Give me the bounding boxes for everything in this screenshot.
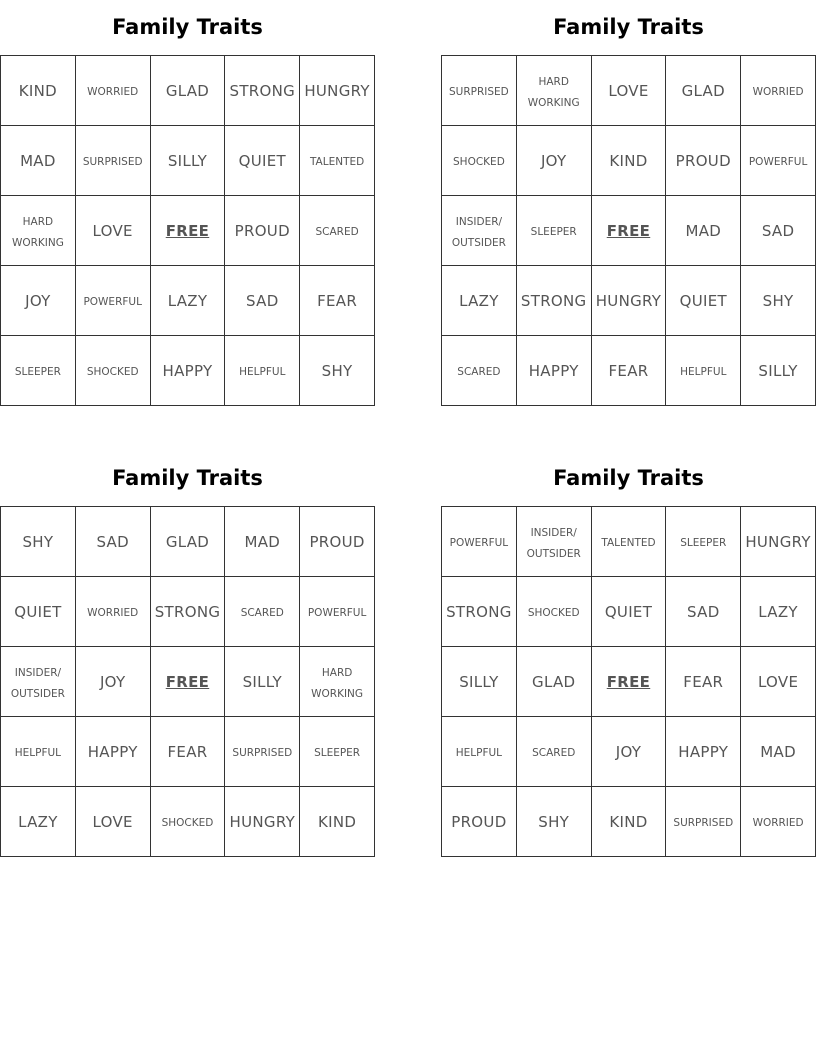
cell-word: SHY [22, 533, 54, 551]
bingo-cell [150, 507, 225, 577]
cell-word: SHOCKED [161, 817, 214, 830]
bingo-cell [75, 56, 150, 126]
bingo-cell [75, 196, 150, 266]
card-title: Family Traits [553, 466, 704, 490]
bingo-card-2 [441, 0, 816, 406]
cell-word: KIND [317, 813, 357, 831]
cell-word: STRONG [154, 603, 221, 621]
cell-word: LOVE [608, 82, 649, 100]
grid-row [1, 717, 375, 787]
cell-word: FEAR [317, 292, 358, 310]
bingo-cell [150, 717, 225, 787]
cell-word: HUNGRY [595, 292, 662, 310]
bingo-cell [516, 266, 591, 336]
bingo-cell [516, 577, 591, 647]
cell-word: SURPRISED [232, 747, 293, 760]
bingo-cell [442, 577, 517, 647]
bingo-cell [225, 336, 300, 406]
bingo-cell [666, 787, 741, 857]
cell-word: POWERFUL [83, 296, 142, 309]
bingo-cell [225, 507, 300, 577]
bingo-cell [516, 787, 591, 857]
bingo-cell [300, 647, 375, 717]
bingo-cell [300, 266, 375, 336]
grid-row [1, 266, 375, 336]
bingo-cell [666, 126, 741, 196]
cell-word: INSIDER/ OUTSIDER [451, 216, 506, 249]
cell-word: HUNGRY [745, 533, 811, 551]
grid-row [442, 266, 816, 336]
cell-word: PROUD [451, 813, 507, 831]
cell-word: HAPPY [678, 743, 729, 761]
cell-word: HAPPY [87, 743, 138, 761]
cell-word: SHY [762, 292, 794, 310]
bingo-cell [1, 507, 76, 577]
grid-row [1, 126, 375, 196]
cell-word: GLAD [165, 82, 210, 100]
bingo-cell [75, 647, 150, 717]
cell-word: GLAD [681, 82, 725, 100]
cell-word: SURPRISED [673, 817, 734, 830]
bingo-cell [150, 126, 225, 196]
bingo-cell [666, 647, 741, 717]
cell-word: SHOCKED [527, 607, 580, 620]
cell-word: SHY [538, 813, 570, 831]
cell-word: SILLY [242, 673, 282, 691]
cell-word: SLEEPER [14, 366, 61, 379]
free-space-label: FREE [606, 222, 651, 240]
bingo-cell [666, 507, 741, 577]
bingo-cell [516, 126, 591, 196]
cell-word: SCARED [457, 366, 501, 379]
cell-word: STRONG [446, 603, 512, 621]
cell-word: MAD [20, 152, 56, 170]
bingo-cell [442, 787, 517, 857]
cell-word: WORRIED [87, 86, 139, 99]
cell-word: SCARED [240, 607, 284, 620]
cell-word: PROUD [234, 222, 290, 240]
bingo-cell [516, 647, 591, 717]
bingo-cell [300, 336, 375, 406]
bingo-cell [75, 336, 150, 406]
bingo-cell [1, 717, 76, 787]
bingo-cell [1, 196, 76, 266]
bingo-cell [516, 196, 591, 266]
cell-word: HAPPY [162, 362, 213, 380]
cell-word: MAD [760, 743, 796, 761]
free-space-cell [150, 647, 225, 717]
cell-word: SLEEPER [314, 747, 361, 760]
bingo-cell [75, 787, 150, 857]
bingo-cell [516, 717, 591, 787]
bingo-grid [441, 506, 816, 857]
cell-word: LOVE [757, 673, 799, 691]
cell-word: SURPRISED [449, 86, 509, 99]
cell-word: STRONG [229, 82, 296, 100]
bingo-cell [1, 647, 76, 717]
bingo-cell [75, 577, 150, 647]
bingo-cell [741, 507, 816, 577]
bingo-cell [75, 507, 150, 577]
cell-word: WORRIED [752, 86, 804, 99]
bingo-cell [300, 787, 375, 857]
cell-word: FEAR [683, 673, 724, 691]
bingo-cell [150, 577, 225, 647]
bingo-cell [591, 336, 666, 406]
bingo-cell [741, 196, 816, 266]
cell-word: INSIDER/ OUTSIDER [10, 667, 65, 700]
cell-word: SHOCKED [86, 366, 139, 379]
bingo-cell [741, 336, 816, 406]
bingo-card-4 [441, 451, 816, 857]
bingo-cell [1, 787, 76, 857]
bingo-cell [591, 577, 666, 647]
bingo-cell [1, 266, 76, 336]
bingo-cell [225, 577, 300, 647]
bingo-cell [225, 196, 300, 266]
cell-word: KIND [18, 82, 58, 100]
bingo-cell [225, 126, 300, 196]
cell-word: FEAR [608, 362, 649, 380]
free-space-cell [150, 196, 225, 266]
cell-word: POWERFUL [748, 156, 808, 169]
cell-word: GLAD [165, 533, 210, 551]
bingo-cell [516, 507, 591, 577]
cell-word: LAZY [459, 292, 499, 310]
bingo-grid [0, 55, 375, 406]
free-space-label: FREE [165, 673, 210, 691]
card-title: Family Traits [553, 15, 704, 39]
free-space-label: FREE [606, 673, 651, 691]
cell-word: SAD [761, 222, 795, 240]
cell-word: KIND [609, 813, 648, 831]
bingo-cell [442, 336, 517, 406]
cell-word: WORRIED [752, 817, 804, 830]
cell-word: TALENTED [601, 537, 656, 550]
cell-word: GLAD [532, 673, 576, 691]
bingo-cell [666, 577, 741, 647]
grid-row [442, 717, 816, 787]
bingo-cell [741, 577, 816, 647]
cell-word: TALENTED [309, 156, 365, 169]
grid-row [1, 577, 375, 647]
grid-row [1, 336, 375, 406]
grid-row [442, 336, 816, 406]
bingo-cell [300, 577, 375, 647]
bingo-cell [516, 336, 591, 406]
cell-word: LAZY [18, 813, 58, 831]
cell-word: HELPFUL [14, 747, 62, 760]
free-space-label: FREE [165, 222, 210, 240]
cell-word: LAZY [167, 292, 208, 310]
cell-word: JOY [25, 292, 51, 310]
grid-row [442, 126, 816, 196]
bingo-cell [225, 56, 300, 126]
bingo-cell [666, 56, 741, 126]
bingo-cell [666, 196, 741, 266]
bingo-card-1 [0, 0, 375, 406]
bingo-cell [150, 787, 225, 857]
bingo-cell [1, 126, 76, 196]
bingo-cell [1, 56, 76, 126]
cell-word: SURPRISED [82, 156, 143, 169]
bingo-cell [300, 717, 375, 787]
cell-word: QUIET [604, 603, 653, 621]
bingo-cell [442, 196, 517, 266]
cell-word: LOVE [92, 222, 133, 240]
cell-word: QUIET [14, 603, 62, 621]
bingo-cell [741, 647, 816, 717]
bingo-cell [591, 266, 666, 336]
bingo-cell [150, 266, 225, 336]
bingo-cell [591, 717, 666, 787]
grid-row [1, 787, 375, 857]
cell-word: HELPFUL [680, 366, 727, 379]
cell-word: MAD [244, 533, 281, 551]
cell-word: HARD WORKING [11, 216, 64, 249]
cell-word: STRONG [520, 292, 587, 310]
bingo-cell [442, 266, 517, 336]
cell-word: HUNGRY [229, 813, 296, 831]
bingo-grid [441, 55, 816, 406]
bingo-cell [741, 266, 816, 336]
bingo-grid [0, 506, 375, 857]
cell-word: WORRIED [87, 607, 139, 620]
bingo-cell [591, 56, 666, 126]
cell-word: HUNGRY [304, 82, 370, 100]
grid-row [442, 787, 816, 857]
bingo-cell [442, 507, 517, 577]
cell-word: POWERFUL [449, 537, 509, 550]
cell-word: SILLY [167, 152, 208, 170]
bingo-cell [741, 126, 816, 196]
bingo-cell [225, 717, 300, 787]
cell-word: PROUD [675, 152, 731, 170]
cell-word: QUIET [679, 292, 727, 310]
grid-row [442, 56, 816, 126]
cell-word: SLEEPER [530, 226, 577, 239]
card-title: Family Traits [112, 466, 263, 490]
free-space-cell [591, 647, 666, 717]
cell-word: JOY [615, 743, 642, 761]
cell-word: SAD [96, 533, 129, 551]
bingo-cell [1, 336, 76, 406]
cell-word: MAD [685, 222, 722, 240]
bingo-cell [442, 126, 517, 196]
bingo-cell [75, 126, 150, 196]
cell-word: SCARED [532, 747, 576, 760]
cell-word: FEAR [167, 743, 208, 761]
bingo-cell [741, 787, 816, 857]
bingo-cell [666, 336, 741, 406]
bingo-cell [225, 787, 300, 857]
grid-row [442, 196, 816, 266]
bingo-cell [666, 266, 741, 336]
cell-word: HELPFUL [239, 366, 286, 379]
bingo-cell [300, 56, 375, 126]
bingo-cell [591, 507, 666, 577]
cell-word: PROUD [309, 533, 365, 551]
bingo-cell [75, 266, 150, 336]
bingo-cell [442, 647, 517, 717]
cell-word: SILLY [459, 673, 499, 691]
grid-row [1, 196, 375, 266]
bingo-cell [150, 336, 225, 406]
free-space-cell [591, 196, 666, 266]
grid-row [1, 507, 375, 577]
bingo-cell [442, 717, 517, 787]
cell-word: SILLY [758, 362, 798, 380]
cell-word: HELPFUL [455, 747, 503, 760]
bingo-cell [442, 56, 517, 126]
bingo-cell [591, 787, 666, 857]
cell-word: SCARED [315, 226, 359, 239]
cell-word: LAZY [758, 603, 798, 621]
bingo-cell [75, 717, 150, 787]
grid-row [442, 647, 816, 717]
cell-word: HARD WORKING [527, 76, 580, 109]
cell-word: QUIET [238, 152, 286, 170]
cell-word: LOVE [92, 813, 133, 831]
bingo-cell [150, 56, 225, 126]
cell-word: SAD [687, 603, 720, 621]
cell-word: HARD WORKING [311, 667, 364, 700]
grid-row [1, 647, 375, 717]
bingo-cell [516, 56, 591, 126]
grid-row [1, 56, 375, 126]
cell-word: KIND [609, 152, 648, 170]
grid-row [442, 577, 816, 647]
cell-word: SHOCKED [453, 156, 505, 169]
card-title: Family Traits [112, 15, 263, 39]
bingo-cell [666, 717, 741, 787]
cell-word: POWERFUL [307, 607, 367, 620]
cell-word: SLEEPER [680, 537, 727, 550]
bingo-cell [300, 126, 375, 196]
cell-word: SHY [321, 362, 353, 380]
cell-word: INSIDER/ OUTSIDER [526, 527, 581, 560]
bingo-cell [1, 577, 76, 647]
bingo-cell [591, 126, 666, 196]
cell-word: JOY [99, 673, 126, 691]
cell-word: SAD [246, 292, 279, 310]
bingo-cell [225, 647, 300, 717]
bingo-card-3 [0, 451, 375, 857]
cell-word: JOY [540, 152, 567, 170]
bingo-cell [741, 56, 816, 126]
grid-row [442, 507, 816, 577]
bingo-cell [300, 507, 375, 577]
bingo-cell [300, 196, 375, 266]
bingo-cell [225, 266, 300, 336]
cell-word: HAPPY [528, 362, 579, 380]
bingo-cell [741, 717, 816, 787]
